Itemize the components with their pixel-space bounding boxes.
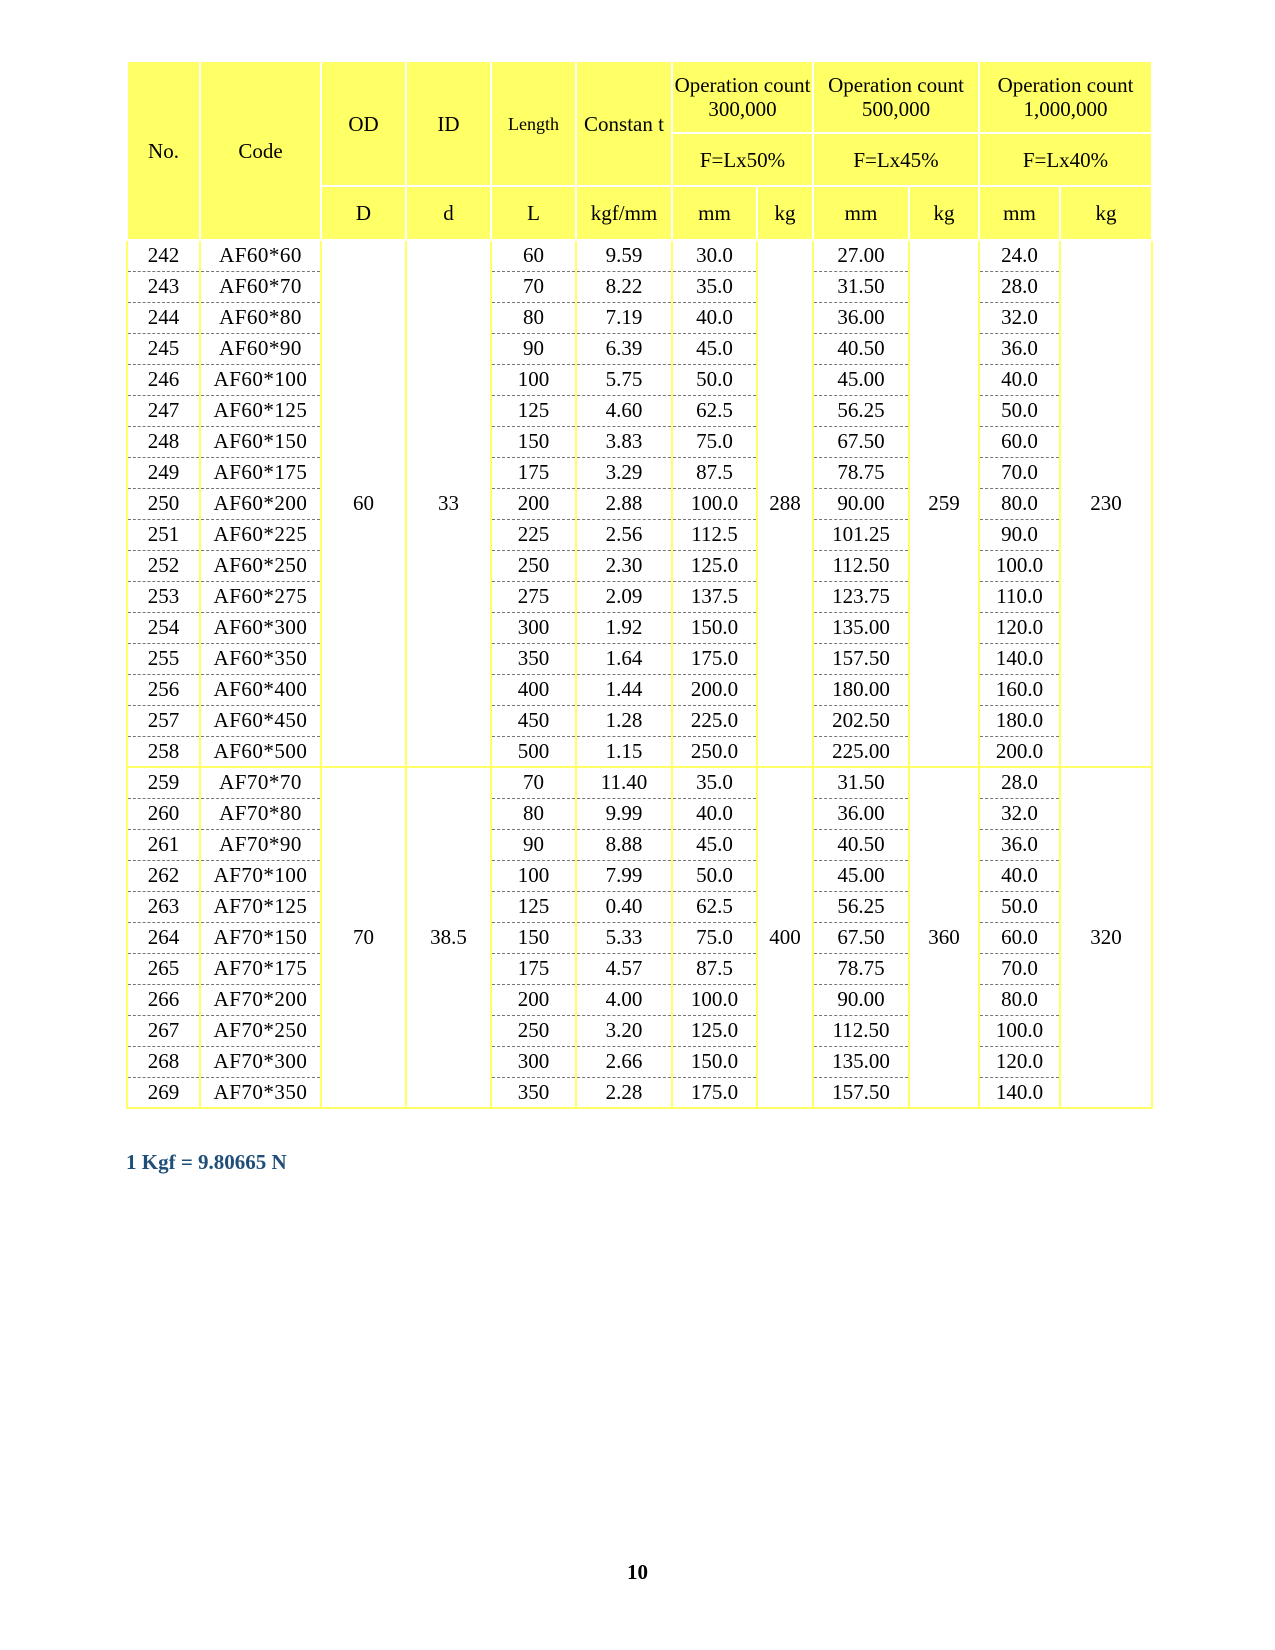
row-no: 265 bbox=[127, 953, 200, 984]
row-no: 248 bbox=[127, 426, 200, 457]
row-length: 450 bbox=[491, 705, 576, 736]
header-code: Code bbox=[200, 61, 321, 240]
row-mm-500k: 180.00 bbox=[813, 674, 909, 705]
table-row bbox=[127, 395, 1152, 426]
row-mm-300k: 137.5 bbox=[672, 581, 757, 612]
row-mm-300k: 250.0 bbox=[672, 736, 757, 767]
row-code: AF60*250 bbox=[200, 550, 321, 581]
header-length: Length bbox=[491, 61, 576, 186]
row-no: 254 bbox=[127, 612, 200, 643]
row-mm-500k: 135.00 bbox=[813, 612, 909, 643]
row-no: 266 bbox=[127, 984, 200, 1015]
row-constant: 9.59 bbox=[576, 240, 672, 271]
row-mm-1m: 24.0 bbox=[979, 240, 1060, 271]
row-mm-1m: 140.0 bbox=[979, 1077, 1060, 1108]
row-code: AF60*225 bbox=[200, 519, 321, 550]
row-mm-1m: 60.0 bbox=[979, 922, 1060, 953]
row-length: 80 bbox=[491, 302, 576, 333]
group-kg-300k: 400 bbox=[757, 767, 813, 1108]
row-mm-300k: 112.5 bbox=[672, 519, 757, 550]
row-mm-1m: 50.0 bbox=[979, 395, 1060, 426]
row-mm-300k: 87.5 bbox=[672, 457, 757, 488]
row-code: AF60*100 bbox=[200, 364, 321, 395]
header-op-1m: Operation count 1,000,000 bbox=[979, 61, 1152, 133]
row-constant: 1.44 bbox=[576, 674, 672, 705]
row-mm-300k: 175.0 bbox=[672, 643, 757, 674]
group-kg-1m: 320 bbox=[1060, 767, 1152, 1108]
row-no: 244 bbox=[127, 302, 200, 333]
header-no: No. bbox=[127, 61, 200, 240]
row-mm-500k: 78.75 bbox=[813, 457, 909, 488]
row-mm-300k: 175.0 bbox=[672, 1077, 757, 1108]
unit-mm-300k: mm bbox=[672, 186, 757, 240]
row-mm-300k: 100.0 bbox=[672, 488, 757, 519]
unit-od: D bbox=[321, 186, 406, 240]
table-row bbox=[127, 922, 1152, 953]
row-constant: 4.60 bbox=[576, 395, 672, 426]
table-row bbox=[127, 271, 1152, 302]
row-constant: 3.83 bbox=[576, 426, 672, 457]
unit-kg-1m: kg bbox=[1060, 186, 1152, 240]
row-code: AF70*100 bbox=[200, 860, 321, 891]
row-length: 90 bbox=[491, 829, 576, 860]
row-mm-300k: 75.0 bbox=[672, 922, 757, 953]
row-no: 247 bbox=[127, 395, 200, 426]
row-mm-300k: 225.0 bbox=[672, 705, 757, 736]
row-constant: 3.29 bbox=[576, 457, 672, 488]
row-length: 175 bbox=[491, 457, 576, 488]
row-mm-1m: 80.0 bbox=[979, 984, 1060, 1015]
row-length: 250 bbox=[491, 1015, 576, 1046]
row-mm-500k: 101.25 bbox=[813, 519, 909, 550]
row-code: AF60*450 bbox=[200, 705, 321, 736]
header-f-300k: F=Lx50% bbox=[672, 133, 813, 186]
unit-constant: kgf/mm bbox=[576, 186, 672, 240]
row-mm-300k: 125.0 bbox=[672, 550, 757, 581]
row-code: AF60*90 bbox=[200, 333, 321, 364]
row-code: AF60*300 bbox=[200, 612, 321, 643]
row-mm-500k: 36.00 bbox=[813, 302, 909, 333]
table-row bbox=[127, 984, 1152, 1015]
row-mm-500k: 67.50 bbox=[813, 426, 909, 457]
row-mm-500k: 90.00 bbox=[813, 488, 909, 519]
group-od: 70 bbox=[321, 767, 406, 1108]
group-id: 33 bbox=[406, 240, 491, 767]
row-mm-300k: 100.0 bbox=[672, 984, 757, 1015]
row-constant: 7.19 bbox=[576, 302, 672, 333]
row-code: AF70*150 bbox=[200, 922, 321, 953]
row-mm-500k: 157.50 bbox=[813, 1077, 909, 1108]
row-code: AF70*300 bbox=[200, 1046, 321, 1077]
row-mm-500k: 31.50 bbox=[813, 767, 909, 798]
row-mm-300k: 45.0 bbox=[672, 333, 757, 364]
table-body bbox=[127, 240, 1152, 1108]
row-length: 250 bbox=[491, 550, 576, 581]
row-constant: 7.99 bbox=[576, 860, 672, 891]
table-row bbox=[127, 519, 1152, 550]
row-constant: 6.39 bbox=[576, 333, 672, 364]
row-mm-1m: 70.0 bbox=[979, 457, 1060, 488]
row-length: 100 bbox=[491, 364, 576, 395]
row-code: AF60*400 bbox=[200, 674, 321, 705]
unit-length: L bbox=[491, 186, 576, 240]
row-mm-1m: 100.0 bbox=[979, 1015, 1060, 1046]
row-no: 249 bbox=[127, 457, 200, 488]
row-no: 264 bbox=[127, 922, 200, 953]
row-constant: 1.15 bbox=[576, 736, 672, 767]
row-mm-300k: 50.0 bbox=[672, 860, 757, 891]
table-row bbox=[127, 953, 1152, 984]
table-row bbox=[127, 798, 1152, 829]
table-row bbox=[127, 581, 1152, 612]
row-constant: 5.33 bbox=[576, 922, 672, 953]
row-code: AF60*60 bbox=[200, 240, 321, 271]
row-constant: 4.57 bbox=[576, 953, 672, 984]
row-mm-500k: 40.50 bbox=[813, 333, 909, 364]
row-code: AF60*150 bbox=[200, 426, 321, 457]
row-mm-1m: 28.0 bbox=[979, 767, 1060, 798]
table-row bbox=[127, 891, 1152, 922]
row-mm-500k: 112.50 bbox=[813, 1015, 909, 1046]
group-kg-300k: 288 bbox=[757, 240, 813, 767]
row-mm-500k: 36.00 bbox=[813, 798, 909, 829]
table-header bbox=[127, 61, 1152, 240]
table-row bbox=[127, 705, 1152, 736]
row-mm-500k: 78.75 bbox=[813, 953, 909, 984]
row-code: AF70*175 bbox=[200, 953, 321, 984]
row-mm-300k: 40.0 bbox=[672, 302, 757, 333]
unit-id: d bbox=[406, 186, 491, 240]
spring-spec-table bbox=[126, 60, 1153, 1109]
row-mm-300k: 50.0 bbox=[672, 364, 757, 395]
row-mm-500k: 56.25 bbox=[813, 891, 909, 922]
unit-kg-500k: kg bbox=[909, 186, 979, 240]
row-mm-1m: 180.0 bbox=[979, 705, 1060, 736]
row-mm-500k: 27.00 bbox=[813, 240, 909, 271]
row-length: 150 bbox=[491, 922, 576, 953]
row-mm-1m: 120.0 bbox=[979, 612, 1060, 643]
table-row bbox=[127, 333, 1152, 364]
row-constant: 0.40 bbox=[576, 891, 672, 922]
row-mm-500k: 45.00 bbox=[813, 364, 909, 395]
row-constant: 2.88 bbox=[576, 488, 672, 519]
row-constant: 11.40 bbox=[576, 767, 672, 798]
row-mm-500k: 123.75 bbox=[813, 581, 909, 612]
row-code: AF60*125 bbox=[200, 395, 321, 426]
row-no: 246 bbox=[127, 364, 200, 395]
row-no: 258 bbox=[127, 736, 200, 767]
row-length: 300 bbox=[491, 1046, 576, 1077]
row-code: AF70*90 bbox=[200, 829, 321, 860]
row-mm-300k: 35.0 bbox=[672, 271, 757, 302]
row-code: AF70*70 bbox=[200, 767, 321, 798]
row-length: 275 bbox=[491, 581, 576, 612]
row-code: AF70*350 bbox=[200, 1077, 321, 1108]
row-length: 80 bbox=[491, 798, 576, 829]
row-mm-500k: 157.50 bbox=[813, 643, 909, 674]
row-mm-1m: 50.0 bbox=[979, 891, 1060, 922]
row-mm-500k: 56.25 bbox=[813, 395, 909, 426]
row-code: AF70*200 bbox=[200, 984, 321, 1015]
row-code: AF60*275 bbox=[200, 581, 321, 612]
table-row bbox=[127, 550, 1152, 581]
unit-mm-1m: mm bbox=[979, 186, 1060, 240]
row-constant: 2.56 bbox=[576, 519, 672, 550]
page-number: 10 bbox=[627, 1560, 648, 1584]
row-mm-500k: 90.00 bbox=[813, 984, 909, 1015]
row-no: 256 bbox=[127, 674, 200, 705]
row-constant: 2.09 bbox=[576, 581, 672, 612]
table-row bbox=[127, 426, 1152, 457]
row-mm-1m: 32.0 bbox=[979, 798, 1060, 829]
row-mm-300k: 62.5 bbox=[672, 891, 757, 922]
row-mm-1m: 100.0 bbox=[979, 550, 1060, 581]
table-row bbox=[127, 767, 1152, 798]
row-mm-1m: 60.0 bbox=[979, 426, 1060, 457]
row-mm-300k: 30.0 bbox=[672, 240, 757, 271]
row-code: AF70*80 bbox=[200, 798, 321, 829]
row-mm-500k: 40.50 bbox=[813, 829, 909, 860]
table-row bbox=[127, 240, 1152, 271]
row-code: AF60*200 bbox=[200, 488, 321, 519]
row-constant: 8.22 bbox=[576, 271, 672, 302]
row-no: 267 bbox=[127, 1015, 200, 1046]
row-mm-1m: 70.0 bbox=[979, 953, 1060, 984]
row-constant: 9.99 bbox=[576, 798, 672, 829]
row-mm-500k: 67.50 bbox=[813, 922, 909, 953]
row-constant: 8.88 bbox=[576, 829, 672, 860]
row-no: 242 bbox=[127, 240, 200, 271]
row-no: 251 bbox=[127, 519, 200, 550]
table-row bbox=[127, 860, 1152, 891]
header-op-500k: Operation count 500,000 bbox=[813, 61, 979, 133]
table-row bbox=[127, 736, 1152, 767]
row-no: 243 bbox=[127, 271, 200, 302]
row-length: 125 bbox=[491, 395, 576, 426]
row-length: 400 bbox=[491, 674, 576, 705]
row-mm-1m: 40.0 bbox=[979, 860, 1060, 891]
row-mm-500k: 135.00 bbox=[813, 1046, 909, 1077]
row-length: 175 bbox=[491, 953, 576, 984]
table-row bbox=[127, 829, 1152, 860]
table-row bbox=[127, 1015, 1152, 1046]
row-code: AF60*350 bbox=[200, 643, 321, 674]
row-mm-1m: 36.0 bbox=[979, 829, 1060, 860]
row-constant: 2.66 bbox=[576, 1046, 672, 1077]
row-no: 257 bbox=[127, 705, 200, 736]
row-mm-500k: 225.00 bbox=[813, 736, 909, 767]
row-length: 100 bbox=[491, 860, 576, 891]
row-no: 262 bbox=[127, 860, 200, 891]
row-constant: 4.00 bbox=[576, 984, 672, 1015]
row-length: 70 bbox=[491, 271, 576, 302]
row-code: AF60*70 bbox=[200, 271, 321, 302]
row-constant: 2.30 bbox=[576, 550, 672, 581]
row-mm-300k: 87.5 bbox=[672, 953, 757, 984]
unit-mm-500k: mm bbox=[813, 186, 909, 240]
row-code: AF60*80 bbox=[200, 302, 321, 333]
group-kg-1m: 230 bbox=[1060, 240, 1152, 767]
row-mm-300k: 35.0 bbox=[672, 767, 757, 798]
row-constant: 1.64 bbox=[576, 643, 672, 674]
row-length: 300 bbox=[491, 612, 576, 643]
header-od: OD bbox=[321, 61, 406, 186]
row-no: 253 bbox=[127, 581, 200, 612]
row-mm-300k: 125.0 bbox=[672, 1015, 757, 1046]
row-mm-1m: 32.0 bbox=[979, 302, 1060, 333]
row-mm-1m: 200.0 bbox=[979, 736, 1060, 767]
row-mm-300k: 75.0 bbox=[672, 426, 757, 457]
row-no: 245 bbox=[127, 333, 200, 364]
row-no: 250 bbox=[127, 488, 200, 519]
row-mm-500k: 202.50 bbox=[813, 705, 909, 736]
row-length: 125 bbox=[491, 891, 576, 922]
unit-conversion-note: 1 Kgf = 9.80665 N bbox=[126, 1150, 287, 1174]
row-length: 350 bbox=[491, 643, 576, 674]
row-no: 263 bbox=[127, 891, 200, 922]
header-constant: Constan t bbox=[576, 61, 672, 186]
row-mm-300k: 45.0 bbox=[672, 829, 757, 860]
table-row bbox=[127, 302, 1152, 333]
row-length: 60 bbox=[491, 240, 576, 271]
row-no: 255 bbox=[127, 643, 200, 674]
row-no: 260 bbox=[127, 798, 200, 829]
row-constant: 3.20 bbox=[576, 1015, 672, 1046]
row-mm-1m: 40.0 bbox=[979, 364, 1060, 395]
table-row bbox=[127, 674, 1152, 705]
table-row bbox=[127, 612, 1152, 643]
row-constant: 5.75 bbox=[576, 364, 672, 395]
row-mm-500k: 31.50 bbox=[813, 271, 909, 302]
row-no: 269 bbox=[127, 1077, 200, 1108]
row-mm-500k: 45.00 bbox=[813, 860, 909, 891]
table-row bbox=[127, 1046, 1152, 1077]
group-id: 38.5 bbox=[406, 767, 491, 1108]
row-code: AF70*125 bbox=[200, 891, 321, 922]
table-row bbox=[127, 488, 1152, 519]
row-mm-1m: 28.0 bbox=[979, 271, 1060, 302]
row-mm-1m: 140.0 bbox=[979, 643, 1060, 674]
row-mm-1m: 160.0 bbox=[979, 674, 1060, 705]
row-no: 261 bbox=[127, 829, 200, 860]
row-length: 200 bbox=[491, 488, 576, 519]
row-length: 70 bbox=[491, 767, 576, 798]
table-row bbox=[127, 364, 1152, 395]
row-mm-300k: 62.5 bbox=[672, 395, 757, 426]
unit-kg-300k: kg bbox=[757, 186, 813, 240]
row-code: AF60*175 bbox=[200, 457, 321, 488]
group-kg-500k: 259 bbox=[909, 240, 979, 767]
row-length: 150 bbox=[491, 426, 576, 457]
row-mm-300k: 150.0 bbox=[672, 612, 757, 643]
row-constant: 1.28 bbox=[576, 705, 672, 736]
row-mm-1m: 80.0 bbox=[979, 488, 1060, 519]
row-mm-1m: 90.0 bbox=[979, 519, 1060, 550]
row-mm-300k: 200.0 bbox=[672, 674, 757, 705]
row-constant: 1.92 bbox=[576, 612, 672, 643]
table-row bbox=[127, 643, 1152, 674]
header-f-1m: F=Lx40% bbox=[979, 133, 1152, 186]
header-op-300k: Operation count 300,000 bbox=[672, 61, 813, 133]
header-id: ID bbox=[406, 61, 491, 186]
row-length: 200 bbox=[491, 984, 576, 1015]
row-length: 90 bbox=[491, 333, 576, 364]
row-no: 268 bbox=[127, 1046, 200, 1077]
group-kg-500k: 360 bbox=[909, 767, 979, 1108]
row-mm-1m: 36.0 bbox=[979, 333, 1060, 364]
row-mm-500k: 112.50 bbox=[813, 550, 909, 581]
row-mm-1m: 110.0 bbox=[979, 581, 1060, 612]
row-code: AF60*500 bbox=[200, 736, 321, 767]
row-mm-300k: 150.0 bbox=[672, 1046, 757, 1077]
row-constant: 2.28 bbox=[576, 1077, 672, 1108]
table-row bbox=[127, 457, 1152, 488]
row-mm-300k: 40.0 bbox=[672, 798, 757, 829]
header-f-500k: F=Lx45% bbox=[813, 133, 979, 186]
row-no: 252 bbox=[127, 550, 200, 581]
group-od: 60 bbox=[321, 240, 406, 767]
row-mm-1m: 120.0 bbox=[979, 1046, 1060, 1077]
row-no: 259 bbox=[127, 767, 200, 798]
row-length: 225 bbox=[491, 519, 576, 550]
row-length: 350 bbox=[491, 1077, 576, 1108]
row-length: 500 bbox=[491, 736, 576, 767]
table-row bbox=[127, 1077, 1152, 1108]
row-code: AF70*250 bbox=[200, 1015, 321, 1046]
